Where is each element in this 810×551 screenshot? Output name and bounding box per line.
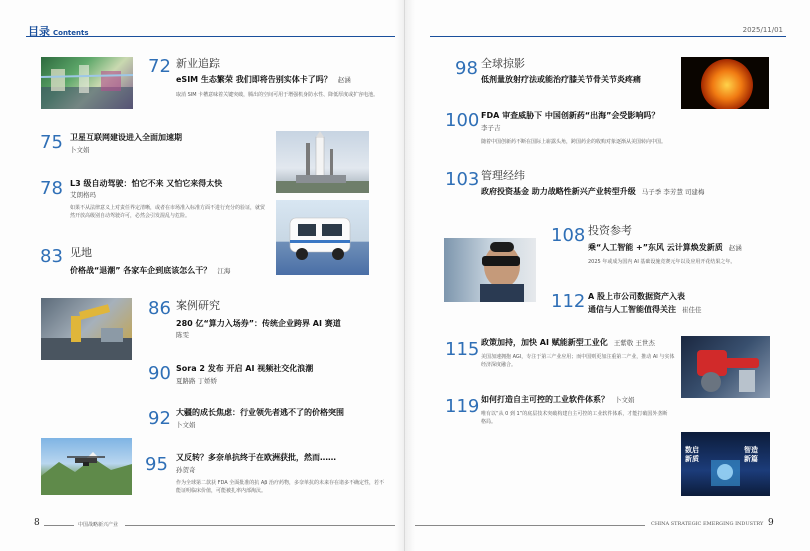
toc-page-number: 119 (445, 396, 480, 417)
headline-text: 如何打造自主可控的工业软件体系？ (481, 395, 609, 404)
toc-page-number: 112 (551, 291, 586, 312)
toc-page-number: 92 (148, 408, 171, 429)
photo-drone-landscape (41, 438, 132, 495)
article-headline[interactable]: 低剂量放射疗法或能治疗膝关节骨关节炎疼痛 (481, 75, 641, 84)
article-summary: 如果不从法律意义上对责任界定清晰，或者在市场准入标准方面不进行充分的验证，就贸然开放高级别自动驾驶许可，必然会引发混乱与危险。 (70, 205, 266, 219)
toc-page-number: 86 (148, 298, 171, 319)
photo-rocket-drawing (276, 131, 369, 193)
photo-drone-drawing (41, 438, 132, 495)
article-headline[interactable]: L3 级自动驾驶：怕它不来 又怕它来得太快 (70, 179, 223, 188)
headline-text: 政府投资基金 助力战略性新兴产业转型升级 (481, 187, 636, 196)
toc-page-number: 78 (40, 178, 63, 199)
display-line-1: 数启 (685, 446, 699, 454)
header-rule-left (26, 36, 395, 37)
section-title: 管理经纬 (481, 169, 525, 182)
toc-title-en: Contents (53, 29, 89, 37)
page-number-left: 8 (34, 518, 40, 528)
article-headline[interactable] (176, 75, 351, 85)
article-headline[interactable]: 又反转？多奈单抗终于在欧洲获批，然而…… (176, 453, 336, 462)
page-gutter (395, 0, 415, 551)
photo-smart-glasses (444, 238, 536, 302)
article-author: 赵涵 (728, 244, 742, 252)
article-headline[interactable]: FDA 审查威胁下 中国创新药“出海”会受影响吗？ (481, 111, 660, 120)
photo-sun (681, 57, 769, 109)
article-author: 王紫敬 王世杰 (613, 339, 655, 347)
article-author: 李子吉 (481, 124, 501, 132)
photo-robot-drawing (41, 298, 132, 360)
toc-page-number: 83 (40, 246, 63, 267)
article-headline[interactable] (588, 243, 742, 253)
toc-page-number: 108 (551, 225, 586, 246)
article-author: 崔佳佳 (682, 306, 702, 314)
display-line-3: 新质 (685, 455, 699, 463)
article-author: 卜文娟 (70, 146, 90, 154)
issue-date: 2025/11/01 (742, 26, 783, 34)
article-author: 江海 (217, 267, 231, 275)
photo-industrial-robot (41, 298, 132, 360)
display-line-2: 智造 (744, 446, 758, 454)
article-author: 夏路路 丁娇娇 (176, 377, 218, 385)
display-text-left (685, 446, 699, 464)
photo-sun-drawing (681, 57, 769, 109)
article-author: 卜文娟 (615, 396, 635, 404)
section-title: 案例研究 (176, 299, 220, 312)
article-author: 马子季 李芳慧 司建梅 (641, 188, 705, 196)
section-title: 新业追踪 (176, 57, 220, 70)
footer-title-en: CHINA STRATEGIC EMERGING INDUSTRY (651, 521, 764, 527)
section-title: 见地 (70, 246, 92, 259)
headline-text: eSIM 生态繁荣 我们即将告别实体卡了吗？ (176, 75, 332, 84)
toc-page-number: 75 (40, 132, 63, 153)
toc-title-cn: 目录 (28, 25, 50, 38)
article-author: 卜文娟 (176, 421, 196, 429)
headline-text: 通信与人工智能值得关注 (588, 305, 676, 314)
footer-rule-right (415, 525, 645, 526)
headline-text: 乘“人工智能 +”东风 云计算焕发新质 (588, 243, 723, 252)
toc-page-number: 72 (148, 56, 171, 77)
toc-page-number: 115 (445, 339, 480, 360)
toc-page-number: 90 (148, 363, 171, 384)
article-summary: 取消 SIM 卡槽意味着关键突破，腾出的空间可用于增强机身防水性、降低厚度或扩容电池。 (176, 92, 379, 98)
display-text-right (744, 446, 758, 464)
toc-page-number: 100 (445, 110, 480, 131)
headline-text: 价格战“退潮” 各家车企到底该怎么干？ (70, 266, 212, 275)
toc-page-number: 103 (445, 169, 480, 190)
photo-vehicle-drawing (276, 200, 369, 275)
photo-digital-display (681, 432, 770, 496)
article-summary: 唯有以“从 0 到 1”的底层技术突破构建自主可控的工业软件体系，才能打破国外垄断格局。 (481, 411, 668, 425)
footer-rule-left-short (44, 525, 74, 526)
article-headline-line2[interactable] (588, 305, 702, 315)
photo-factory-drawing (41, 57, 133, 109)
article-author: 陈雯 (176, 331, 189, 339)
section-title: 投资参考 (588, 224, 632, 237)
photo-autonomous-vehicle (276, 200, 369, 275)
article-author: 艾朗格玛 (70, 191, 96, 199)
article-author: 孙贺奇 (176, 466, 196, 474)
display-line-4: 新篇 (744, 455, 758, 463)
footer-rule-left (125, 525, 395, 526)
article-headline[interactable]: Sora 2 发布 开启 AI 视频社交化浪潮 (176, 364, 314, 373)
article-headline[interactable] (70, 266, 230, 276)
photo-factory-production-line (41, 57, 133, 109)
photo-display-drawing (681, 432, 770, 496)
page-number-right: 9 (768, 518, 774, 528)
article-headline[interactable] (481, 187, 704, 197)
toc-page-number: 98 (455, 58, 478, 79)
article-summary: 2025 年或成为国内 AI 基础设施竞赛元年以及应用开花结果之年。 (588, 259, 736, 265)
header-rule-right (430, 36, 786, 37)
photo-red-robot-drawing (681, 336, 770, 398)
article-summary: 美国加速拥抱 AGI，专注于第三产业应用；而中国则更加注重第二产业，推动 AI 与实体经济深度融合。 (481, 354, 675, 368)
article-headline[interactable] (481, 338, 655, 348)
section-title: 全球掠影 (481, 57, 525, 70)
article-headline[interactable] (481, 395, 635, 405)
article-summary: 随着中国创新药不断在国际上崭露头角，跨国药企的收购对象逐渐从美国转向中国。 (481, 139, 667, 145)
photo-red-robot (681, 336, 770, 398)
headline-text: 政策加持，加快 AI 赋能新型工业化 (481, 338, 608, 347)
article-headline[interactable]: 卫星互联网建设进入全面加速期 (70, 133, 182, 142)
article-summary: 作为全球第二款获 FDA 全面批准的抗 Aβ 治疗药物，多奈单抗的未来存在诸多不确定性，若不能证明临床价值，可能被扎率内部淘汰。 (176, 480, 385, 494)
toc-page-number: 95 (145, 454, 168, 475)
photo-rocket-launch (276, 131, 369, 193)
article-headline[interactable]: A 股上市公司数据资产入表 (588, 292, 685, 301)
article-headline[interactable]: 大疆的成长焦虑：行业领先者逃不了的价格突围 (176, 408, 344, 417)
photo-glasses-drawing (444, 238, 536, 302)
article-author: 赵涵 (337, 76, 351, 84)
article-headline[interactable]: 280 亿“算力入场券”：传统企业跨界 AI 赛道 (176, 319, 341, 328)
footer-title-cn: 中国战略新兴产业 (78, 522, 119, 528)
